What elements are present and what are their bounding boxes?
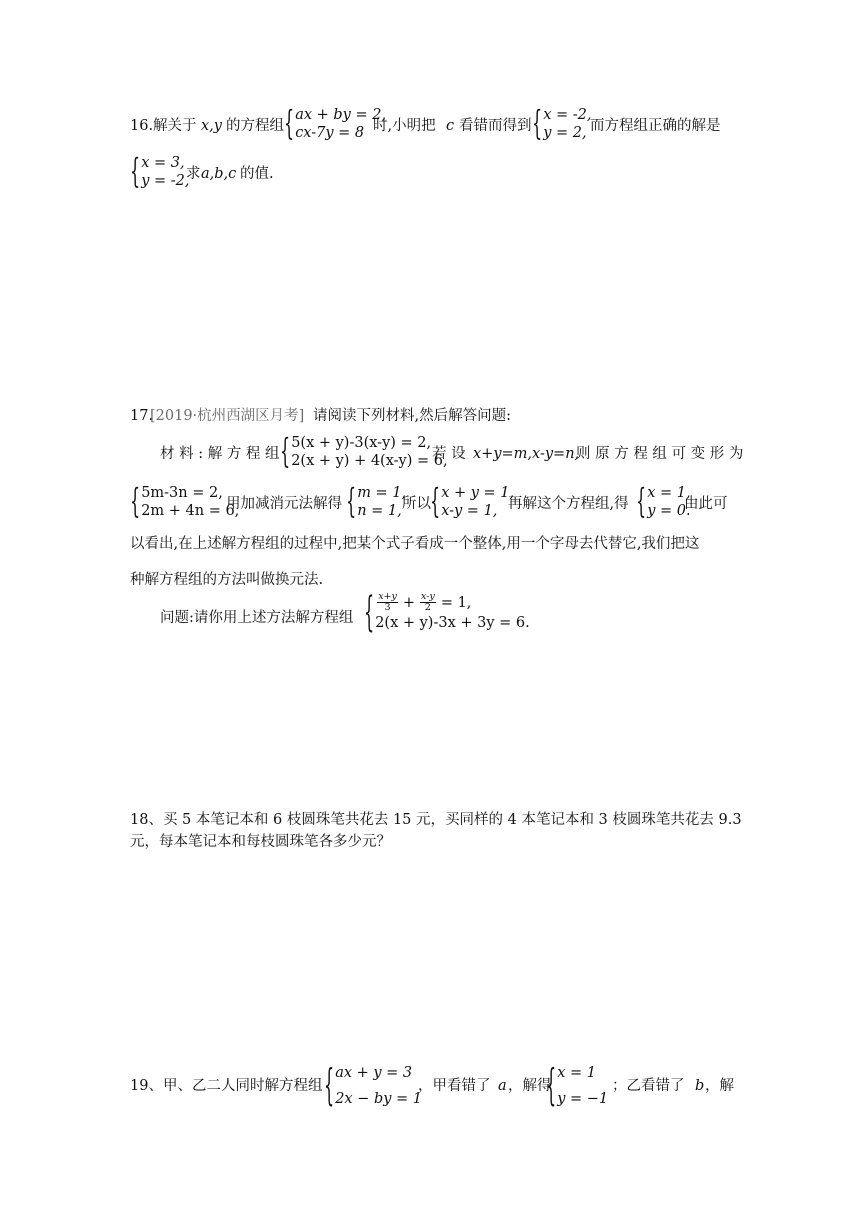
q19-sol1: x = 1 — [557, 1065, 596, 1081]
q17-transformed-system — [130, 481, 240, 521]
q17-line4: 种解方程组的方法叫做换元法. — [130, 572, 324, 588]
q17-t-eq2: x-y = 1, — [441, 503, 498, 519]
q17-s-eq1: m = 1, — [357, 485, 407, 501]
q17-u-eq2: y = 0. — [647, 503, 691, 519]
brace-icon: { — [346, 481, 357, 521]
q16-sys1-eq2: cx-7y = 8 — [295, 125, 365, 141]
q16-prefix: 16.解关于 — [130, 118, 197, 134]
brace-icon: { — [280, 431, 291, 471]
q17-line3: 以看出,在上述解方程组的过程中,把某个式子看成一个整体,用一个字母去代替它,我们把这 — [130, 536, 700, 552]
brace-icon: { — [130, 151, 141, 191]
q19-prefix: 19、甲、乙二人同时解方程组 — [130, 1078, 323, 1094]
q18-line1: 18、买 5 本笔记本和 6 枝圆珠笔共花去 15 元，买同样的 4 本笔记本和 3 枝圆珠笔共花去 9.3 — [130, 812, 742, 828]
q19-eq2: 2x − by = 1 — [335, 1091, 423, 1107]
q17-mn-solution — [346, 481, 407, 521]
q16-vars: x,y — [201, 118, 222, 134]
q19-b: b — [695, 1078, 705, 1094]
brace-icon: { — [532, 103, 543, 143]
q16-sys3-eq2: y = -2, — [141, 173, 190, 189]
q17-s-eq2: n = 1, — [357, 503, 402, 519]
brace-icon: { — [364, 586, 375, 636]
q16-tail2: 的值. — [240, 166, 274, 182]
q17-question-eq1: $\frac{x+y}{3}$ + $\frac{x-y}{2}$ = 1, — [378, 591, 472, 613]
q17-xy-solution — [636, 481, 691, 521]
brace-icon: { — [284, 103, 295, 143]
q19-eq1: ax + y = 3 — [335, 1065, 413, 1081]
q16-system-1 — [284, 103, 387, 143]
q16-system-2 — [532, 103, 592, 143]
q17-xy-system — [430, 481, 515, 521]
q17-r-text2: 所以 — [402, 496, 431, 512]
q16-tail1: 求 — [186, 166, 201, 182]
q16-sys1-eq1: ax + by = 2, — [295, 107, 387, 123]
q17-material-system — [280, 431, 448, 471]
q17-r-eq2: 2m + 4n = 6, — [141, 503, 240, 519]
q17-question-system — [364, 586, 530, 636]
brace-icon: { — [636, 481, 647, 521]
q16-mid3: 看错而得到 — [459, 118, 532, 134]
q17-t-eq1: x + y = 1, — [441, 485, 515, 501]
q17-number: 17. — [130, 408, 154, 424]
q18-line2: 元，每本笔记本和每枝圆珠笔各多少元？ — [130, 834, 391, 850]
q17-material-eq1: 5(x + y)-3(x-y) = 2, — [291, 435, 432, 451]
q19-sol2: y = −1 — [557, 1091, 609, 1107]
q16-mid2: 时,小明把 — [373, 118, 436, 134]
q17-u-eq1: x = 1, — [647, 485, 691, 501]
brace-icon: { — [130, 481, 141, 521]
q17-question-eq1-tail: = 1, — [440, 594, 472, 611]
q17-material-label: 材 料 : 解 方 程 组 — [160, 446, 280, 462]
q16-sys2-eq1: x = -2, — [543, 107, 592, 123]
q16-c: c — [446, 118, 455, 134]
q17-question-eq2: 2(x + y)-3x + 3y = 6. — [375, 615, 530, 631]
q17-substitution: x+y=m,x-y=n, — [473, 446, 580, 462]
q16-mid4: 而方程组正确的解是 — [590, 118, 721, 134]
brace-icon: { — [324, 1059, 335, 1111]
q17-r-text4: 由此可 — [684, 496, 728, 512]
q17-m-text2: 则 原 方 程 组 可 变 形 为 — [576, 446, 744, 462]
frac2-denominator: 2 — [424, 602, 431, 613]
frac1-numerator: x+y — [378, 591, 397, 602]
q17-source: [2019·杭州西湖区月考] — [150, 408, 305, 424]
q16-system-3 — [130, 151, 190, 191]
q17-r-eq1: 5m-3n = 2, — [141, 485, 223, 501]
q19-tail: ，解 — [705, 1078, 734, 1094]
q19-mid1: ，甲看错了 — [418, 1078, 491, 1094]
q17-m-text1: 若 设 — [432, 446, 466, 462]
q17-material-eq2: 2(x + y) + 4(x-y) = 6, — [291, 453, 448, 469]
frac2-numerator: x-y — [421, 591, 435, 602]
q19-mid2: ，解得 — [508, 1078, 552, 1094]
q17-question-label: 问题:请你用上述方法解方程组 — [160, 610, 354, 626]
q19-a: a — [498, 1078, 507, 1094]
q16-sys3-eq1: x = 3, — [141, 155, 185, 171]
q17-r-text1: 用加减消元法解得 — [226, 496, 342, 512]
q19-solution — [546, 1060, 608, 1112]
q16-mid1: 的方程组 — [226, 118, 284, 134]
frac1-denominator: 3 — [384, 602, 391, 613]
q17-intro: 请阅读下列材料,然后解答问题: — [313, 408, 511, 424]
brace-icon: { — [430, 481, 441, 521]
q16-sys2-eq2: y = 2, — [543, 125, 587, 141]
q16-abc: a,b,c — [201, 166, 237, 182]
brace-icon: { — [546, 1059, 557, 1111]
q17-r-text3: 再解这个方程组,得 — [508, 496, 629, 512]
q19-mid3: ；乙看错了 — [612, 1078, 685, 1094]
q19-system — [324, 1060, 422, 1112]
